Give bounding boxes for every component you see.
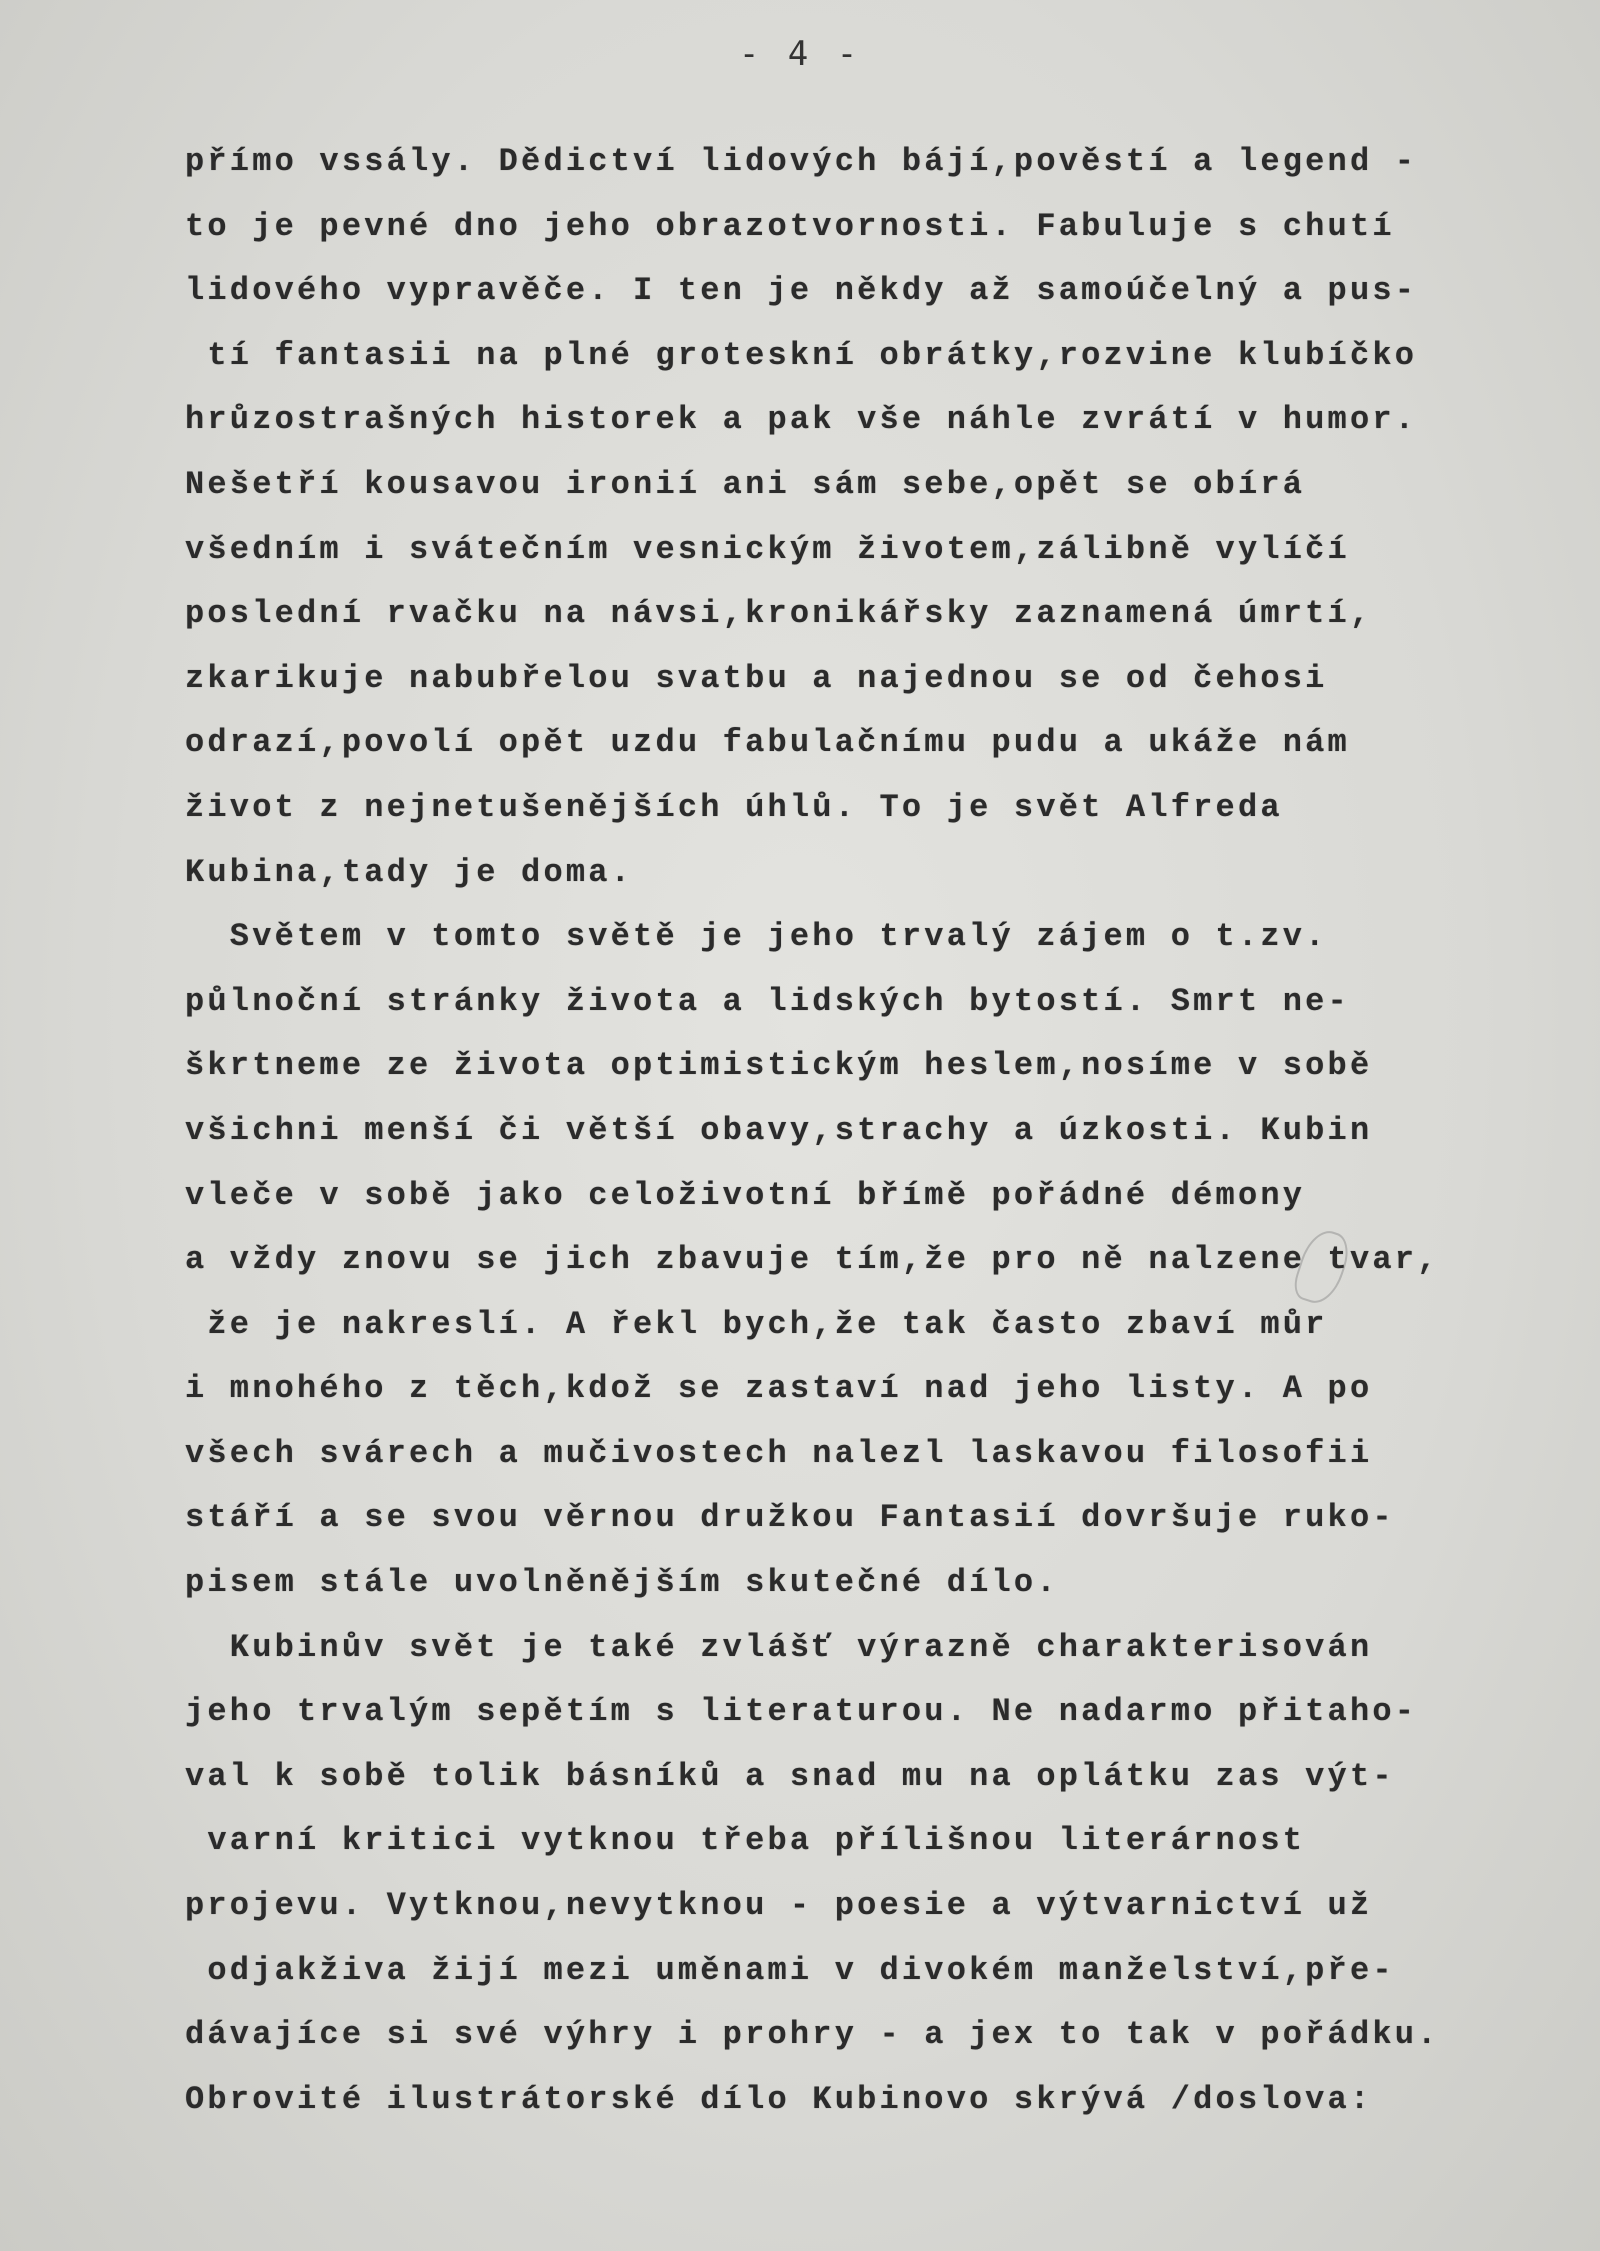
text-line: přímo vssály. Dědictví lidových bájí,pověstí a legend - [185, 143, 1418, 180]
text-line: tí fantasii na plné groteskní obrátky,rozvine klubíčko [185, 336, 1418, 374]
text-line: všech svárech a mučivostech nalezl laskavou filosofii [185, 1434, 1373, 1472]
text-line: projevu. Vytknou,nevytknou - poesie a výtvarnictví už [185, 1887, 1373, 1925]
text-line: hrůzostrašných historek a pak vše náhle zvrátí v humor. [185, 401, 1418, 439]
text-line: Světem v tomto světě je jeho trvalý zájem o t.zv. [185, 918, 1328, 956]
text-line: všedním i svátečním vesnickým životem,zálibně vylíčí [185, 530, 1350, 568]
text-line: varní kritici vytknou třeba přílišnou literárnost [185, 1822, 1306, 1860]
text-line: Kubina,tady je doma. [185, 853, 634, 891]
text-line: Kubinův svět je také zvlášť výrazně charakterisován [185, 1628, 1373, 1666]
text-line: lidového vypravěče. I ten je někdy až samoúčelný a pus- [185, 272, 1418, 310]
text-line: pisem stále uvolněnějším skutečné dílo. [185, 1564, 1059, 1602]
body-text [185, 130, 1545, 2132]
text-line: Obrovité ilustrátorské dílo Kubinovo skrývá /doslova: [185, 2080, 1373, 2118]
text-line: půlnoční stránky života a lidských bytostí. Smrt ne- [185, 982, 1350, 1020]
text-line: jeho trvalým sepětím s literaturou. Ne nadarmo přitaho- [185, 1693, 1418, 1731]
text-line: zkarikuje nabubřelou svatbu a najednou se od čehosi [185, 659, 1328, 697]
text-line: Nešetří kousavou ironií ani sám sebe,opět se obírá [185, 465, 1306, 503]
text-line: všichni menší či větší obavy,strachy a úzkosti. Kubin [185, 1111, 1373, 1149]
page-number: - 4 - [738, 34, 862, 74]
text-line: val k sobě tolik básníků a snad mu na oplátku zas výt- [185, 1757, 1395, 1795]
text-line: to je pevné dno jeho obrazotvornosti. Fabuluje s chutí [185, 207, 1395, 245]
text-line: a vždy znovu se jich zbavuje tím,že pro ně nalzene tvar, [185, 1241, 1440, 1279]
text-line: vleče v sobě jako celoživotní břímě pořádné démony [185, 1176, 1306, 1214]
text-line: dávajíce si své výhry i prohry - a jex to tak v pořádku. [185, 2016, 1440, 2054]
text-line: stáří a se svou věrnou družkou Fantasií dovršuje ruko- [185, 1499, 1395, 1537]
text-line: že je nakreslí. A řekl bych,že tak často zbaví můr [185, 1305, 1328, 1343]
text-line: škrtneme ze života optimistickým heslem,nosíme v sobě [185, 1047, 1373, 1085]
text-line: i mnohého z těch,kdož se zastaví nad jeho listy. A po [185, 1370, 1373, 1408]
text-line: odjakživa žijí mezi uměnami v divokém manželství,pře- [185, 1951, 1395, 1989]
text-line: poslední rvačku na návsi,kronikářsky zaznamená úmrtí, [185, 595, 1373, 633]
text-line: odrazí,povolí opět uzdu fabulačnímu pudu a ukáže nám [185, 724, 1350, 762]
text-line: život z nejnetušenějších úhlů. To je svět Alfreda [185, 788, 1283, 826]
